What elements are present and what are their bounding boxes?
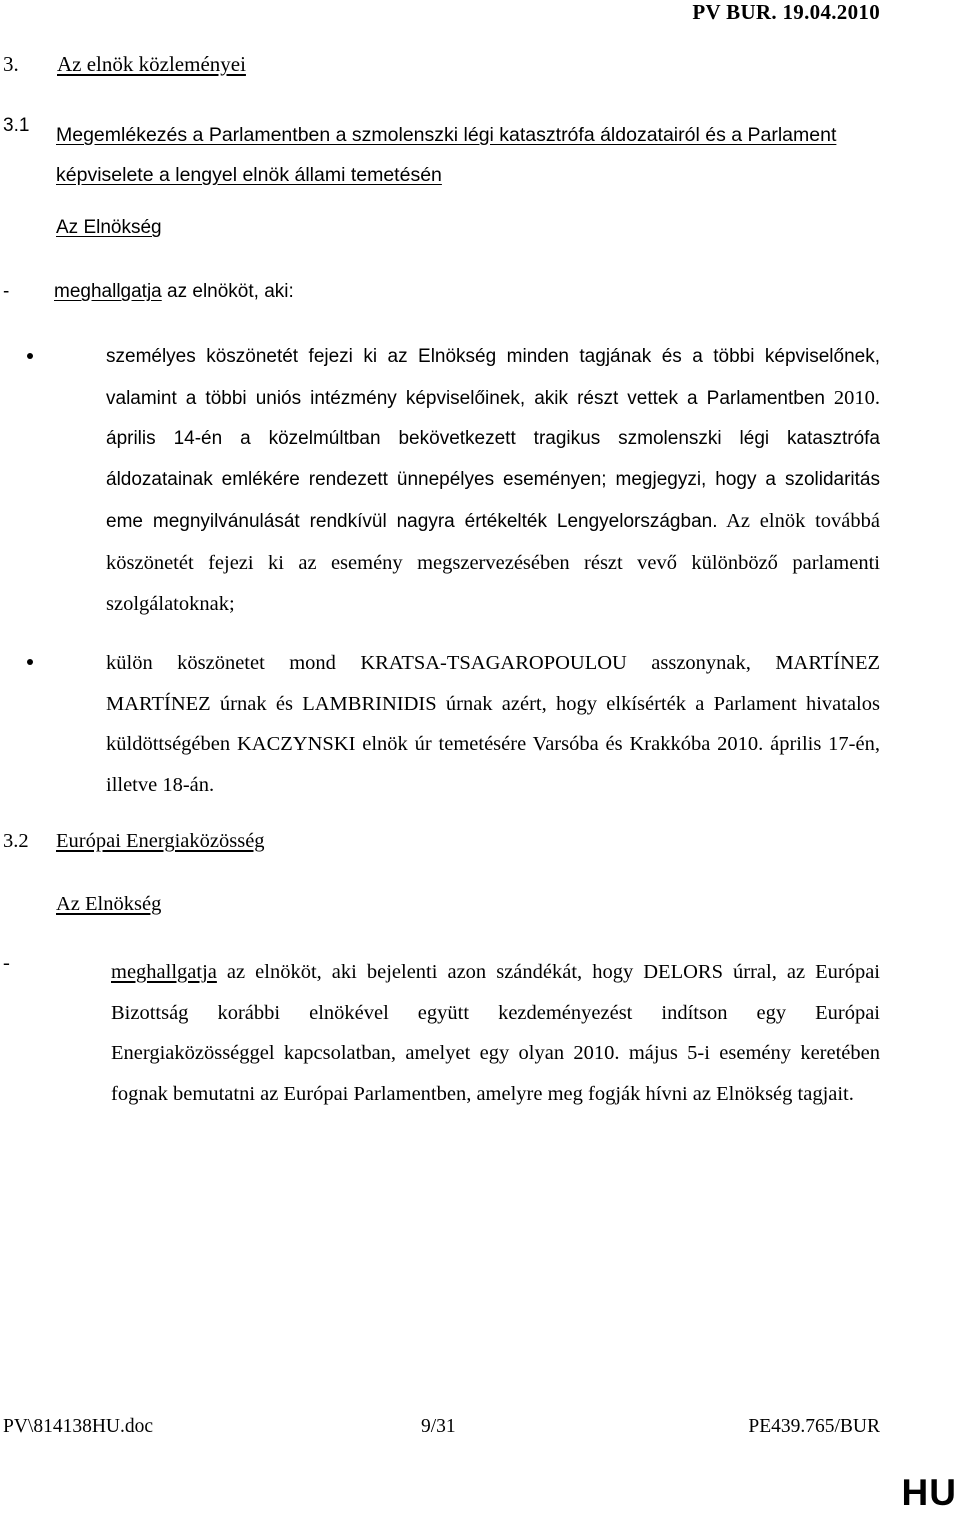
dash-rest: az elnököt, aki: [161,281,294,302]
body-heading-elnokseg: Az Elnökség [56,217,162,238]
meghallgatja-link: meghallgatja [54,281,162,302]
section-title: Az elnök közleményei [57,52,246,76]
body-heading-elnokseg: Az Elnökség [56,893,162,915]
meghallgatja-link: meghallgatja [111,961,217,983]
document-reference: PV BUR. 19.04.2010 [692,0,880,24]
dash-text [54,281,294,303]
dash-rest: az elnököt, aki bejelenti azon szándékát, hogy DELORS úrral, az Európai Bizottság korábbi elnökével együtt kezdeményezést indítson egy Európai Energiaközösséggel kapcsolatban, amelyet egy olyan 2010. május 5-i esemény keretében fognak bemutatni az Európai Parlamentben, amelyre meg fogják hívni az Elnökség tagjait. [111,961,880,1105]
section-number: 3.1 [3,115,30,136]
bullet-text-part: Az elnök továbbá köszönetét fejezi ki az esemény megszervezésében részt vevő különböző parlamenti szolgálatoknak; [106,509,880,616]
bullet-text-part: személyes köszönetét fejezi ki az Elnökség minden tagjának és a többi képviselőnek, valamint a többi uniós intézmény képviselőinek, akik részt vettek a Parlamentben [106,346,880,409]
bullet-item [106,643,880,805]
bullet-text: külön köszönetet mond KRATSA-TSAGAROPOULOU asszonynak, MARTÍNEZ MARTÍNEZ úrnak és LAMBRINIDIS úrnak azért, hogy elkísérték a Parlament hivatalos küldöttségében KACZYNSKI elnök úr temetésére Varsóba és Krakkóba 2010. április 17-én, illetve 18-án. [106,652,880,796]
footer-page-number: 9/31 [421,1416,456,1437]
footer-file: PV\814138HU.doc [3,1416,154,1437]
section-title: Megemlékezés a Parlamentben a szmolenszki légi katasztrófa áldozatairól és a Parlament képviselete a lengyel elnök állami temetésén [56,124,837,186]
language-code: HU [901,1472,957,1513]
section-title: Európai Energiaközösség [56,830,265,852]
dash-marker: - [3,281,10,302]
section-number: 3.2 [3,830,29,852]
bullet-text-part: 2010. [824,386,880,409]
dash-text [111,952,880,1114]
bullet-icon [27,659,33,665]
section-number: 3. [3,52,19,76]
dash-marker: - [3,952,10,974]
bullet-text-part: április 14-én a közelmúltban bekövetkezett tragikus szmolenszki légi katasztrófa áldozatainak emlékére rendezett ünnepélyes eseményen; megjegyzi, hogy a szolidaritás eme megnyilvánulását rendkívül nagyra értékelték Lengyelországban. [106,428,880,532]
footer-reference: PE439.765/BUR [748,1416,880,1437]
bullet-item [106,337,880,626]
bullet-icon [27,353,33,359]
